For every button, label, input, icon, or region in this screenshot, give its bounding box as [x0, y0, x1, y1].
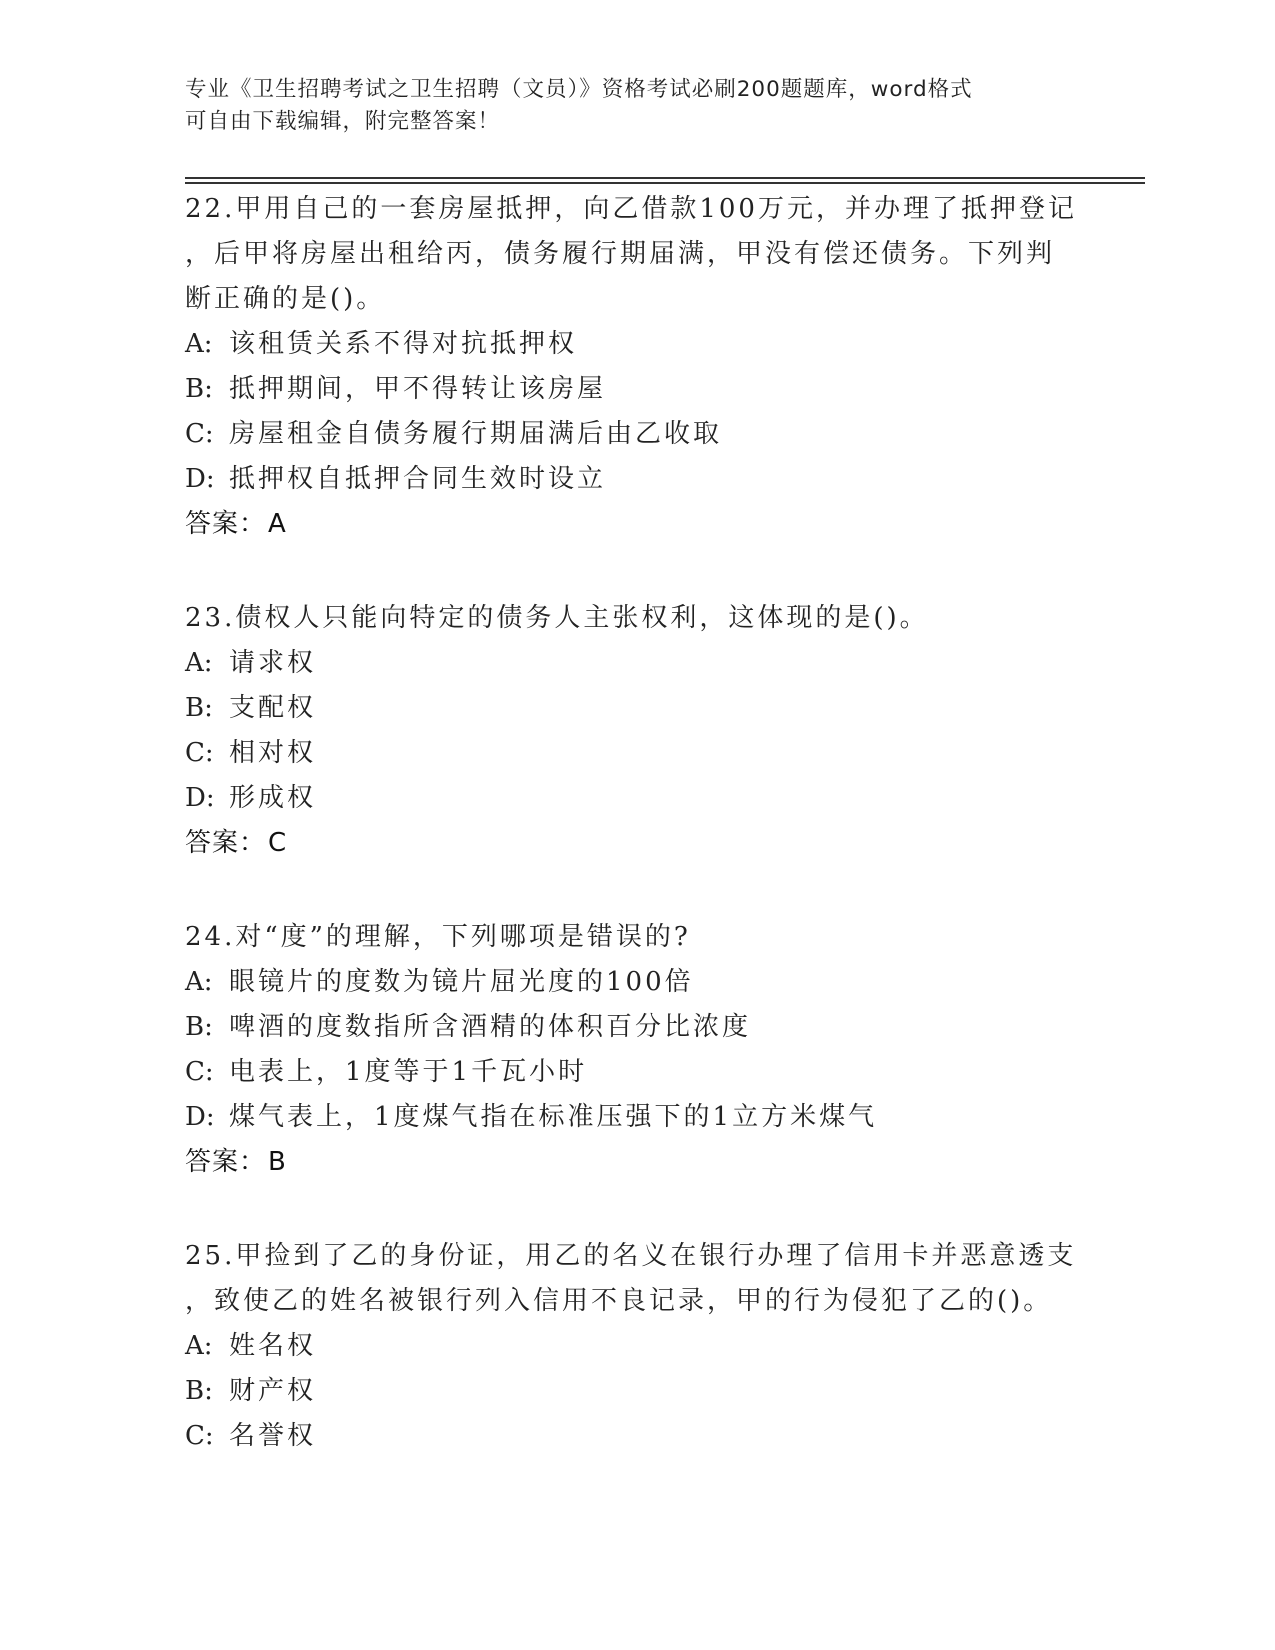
- question-stem-line: 25.甲捡到了乙的身份证，用乙的名义在银行办理了信用卡并恶意透支: [185, 1241, 1077, 1271]
- option-text: 财产权: [229, 1376, 317, 1406]
- question-stem-line: 23.债权人只能向特定的债务人主张权利，这体现的是()。: [185, 603, 929, 633]
- header-divider-bottom: [185, 182, 1145, 184]
- question-list: [185, 187, 1085, 1459]
- option-key: B:: [185, 1376, 213, 1406]
- option-text: 煤气表上，1度煤气指在标准压强下的1立方米煤气: [229, 1102, 878, 1132]
- question-stem-line: ，后甲将房屋出租给丙，债务履行期届满，甲没有偿还债务。下列判: [185, 239, 1056, 269]
- option-text: 形成权: [229, 783, 317, 813]
- option-key: A:: [185, 648, 213, 678]
- option-b: [185, 1005, 1085, 1050]
- answer-label: 答案：: [185, 828, 267, 858]
- option-d: [185, 1095, 1085, 1140]
- option-text: 支配权: [229, 693, 317, 723]
- option-b: [185, 686, 1085, 731]
- option-c: [185, 1414, 1085, 1459]
- answer-label: 答案：: [185, 1147, 267, 1177]
- option-key: C:: [185, 1421, 214, 1451]
- question-stem-line: ，致使乙的姓名被银行列入信用不良记录，甲的行为侵犯了乙的()。: [185, 1286, 1053, 1316]
- option-key: D:: [185, 464, 215, 494]
- option-text: 啤酒的度数指所含酒精的体积百分比浓度: [229, 1012, 752, 1042]
- option-text: 该租赁关系不得对抗抵押权: [229, 329, 578, 359]
- question-stem-line: 24.对“度”的理解，下列哪项是错误的?: [185, 922, 691, 952]
- option-c: [185, 731, 1085, 776]
- question-23: [185, 596, 1085, 866]
- option-d: [185, 776, 1085, 821]
- option-key: A:: [185, 1331, 213, 1361]
- question-stem-line: 断正确的是()。: [185, 284, 386, 314]
- option-a: [185, 641, 1085, 686]
- question-22: [185, 187, 1085, 547]
- option-a: [185, 322, 1085, 367]
- option-key: A:: [185, 967, 213, 997]
- question-stem-line: 22.甲用自己的一套房屋抵押，向乙借款100万元，并办理了抵押登记: [185, 194, 1077, 224]
- option-text: 相对权: [229, 738, 317, 768]
- option-text: 抵押权自抵押合同生效时设立: [229, 464, 607, 494]
- option-text: 名誉权: [229, 1421, 317, 1451]
- question-24: [185, 915, 1085, 1185]
- question-25: [185, 1234, 1085, 1459]
- answer-value: A: [268, 509, 287, 539]
- option-text: 房屋租金自债务履行期届满后由乙收取: [229, 419, 723, 449]
- header-line-2: 可自由下载编辑，附完整答案！: [185, 109, 501, 134]
- option-text: 眼镜片的度数为镜片屈光度的100倍: [229, 967, 694, 997]
- option-a: [185, 960, 1085, 1005]
- document-header: [185, 74, 1085, 138]
- option-d: [185, 457, 1085, 502]
- option-c: [185, 412, 1085, 457]
- header-line-1: 专业《卫生招聘考试之卫生招聘（文员）》资格考试必刷200题题库，word格式: [185, 77, 973, 102]
- option-key: B:: [185, 1012, 213, 1042]
- header-divider-top: [185, 177, 1145, 179]
- answer-line: [185, 821, 1085, 866]
- option-a: [185, 1324, 1085, 1369]
- option-text: 请求权: [229, 648, 317, 678]
- option-key: D:: [185, 783, 215, 813]
- option-key: B:: [185, 374, 213, 404]
- option-key: C:: [185, 1057, 214, 1087]
- option-b: [185, 367, 1085, 412]
- answer-value: C: [268, 828, 288, 858]
- option-key: B:: [185, 693, 213, 723]
- answer-line: [185, 1140, 1085, 1185]
- option-text: 姓名权: [229, 1331, 317, 1361]
- option-key: C:: [185, 738, 214, 768]
- option-key: A:: [185, 329, 213, 359]
- answer-line: [185, 502, 1085, 547]
- answer-label: 答案：: [185, 509, 267, 539]
- option-b: [185, 1369, 1085, 1414]
- option-text: 电表上，1度等于1千瓦小时: [229, 1057, 588, 1087]
- option-key: C:: [185, 419, 214, 449]
- option-key: D:: [185, 1102, 215, 1132]
- answer-value: B: [268, 1147, 287, 1177]
- option-text: 抵押期间，甲不得转让该房屋: [229, 374, 607, 404]
- option-c: [185, 1050, 1085, 1095]
